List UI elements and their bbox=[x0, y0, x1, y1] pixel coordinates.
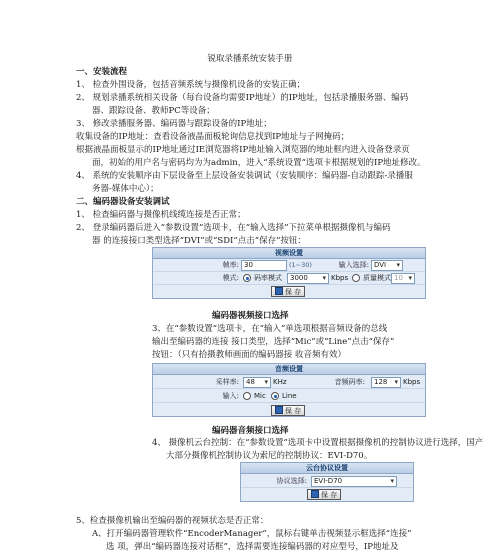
video-row-2 bbox=[153, 272, 425, 285]
quality-radio[interactable] bbox=[352, 272, 360, 284]
input-select-dropdown[interactable]: DVI ▾ bbox=[371, 260, 403, 271]
radio-unselected-icon bbox=[243, 392, 251, 400]
sample-rate-unit: KHz bbox=[273, 378, 287, 386]
ptz-settings-header: 云台协议设置 bbox=[241, 463, 413, 474]
cbr-label: 码率模式 bbox=[254, 274, 282, 282]
ptz-save-button[interactable]: 保 存 bbox=[307, 489, 341, 500]
video-save-button[interactable]: 保 存 bbox=[271, 286, 305, 297]
line-radio[interactable] bbox=[271, 390, 279, 402]
bitrate-input[interactable]: 3000 ▾ bbox=[287, 273, 329, 284]
s2-line-1: 1、 检查编码器与摄像机线缆连接是否正常； bbox=[76, 210, 246, 220]
audio-row-1 bbox=[153, 376, 425, 389]
s1-line-9: 务器-媒体中心）； bbox=[92, 184, 159, 194]
audio-bitrate-dropdown[interactable]: 128 ▾ bbox=[371, 377, 401, 388]
quality-label: 质量模式 bbox=[363, 274, 391, 282]
audio-settings-panel bbox=[152, 363, 426, 417]
input-label: 输入: bbox=[222, 392, 239, 400]
audio-bitrate-label: 音频码率: bbox=[334, 378, 365, 386]
protocol-label: 协议选择: bbox=[276, 477, 307, 485]
line-label: Line bbox=[282, 392, 297, 400]
s1-line-8: 4、 系统的安装顺序由下层设备至上层设备安装调试（安装顺序：编码器-自动跟踪-录播服 bbox=[76, 171, 413, 181]
audio-bitrate-unit: Kbps bbox=[403, 378, 421, 386]
s1-line-4: 3、 修改录播服务器、编码器与跟踪设备的IP地址； bbox=[76, 119, 272, 129]
sample-rate-dropdown[interactable]: 48 ▾ bbox=[243, 377, 271, 388]
radio-unselected-icon bbox=[352, 274, 360, 282]
audio-row-2 bbox=[153, 390, 425, 403]
save-disk-icon bbox=[275, 406, 283, 414]
frame-rate-input[interactable]: 30 bbox=[241, 260, 287, 271]
s5-line-3: 选 项，弹出“编码器连接对话框”，选择需要连接编码器的对应型号，IP地址及 bbox=[106, 542, 399, 552]
cbr-radio[interactable] bbox=[243, 272, 251, 284]
save-disk-icon bbox=[275, 287, 283, 295]
s3-line-1: 3、在“参数设置”选项卡，在“输入”单选项根据音频设备的总线 bbox=[152, 324, 388, 334]
s1-line-6: 根据液晶面板显示的IP地址通过IE浏览器将IP地址输入浏览器的地址框内进入设备登录页 bbox=[76, 145, 410, 155]
s1-line-3: 器、跟踪设备、教师PC等设备； bbox=[92, 106, 215, 116]
s3-line-2: 输出至编码器的连接 接口类型，选择“Mic”或“Line”点击“保存” bbox=[152, 337, 395, 347]
ptz-row-1 bbox=[241, 475, 413, 488]
s1-line-2: 2、 规划录播系统相关设备（每台设备均需要IP地址）的IP地址，包括录播服务器、编码 bbox=[76, 93, 409, 103]
s4-line-1: 4、 摄像机云台控制：在“参数设置”选项卡中设置根据摄像机的控制协议进行选择，国产 bbox=[152, 438, 484, 448]
s3-line-3: 按钮：（只有拾摄教师画面的编码器接 收音频有效） bbox=[152, 350, 346, 360]
section-1-heading: 一、安装流程 bbox=[76, 67, 128, 77]
video-settings-panel bbox=[152, 247, 426, 299]
s2-line-2: 2、 登录编码器后进入“参数设置”选项卡，在“输入选择”下拉菜单根据摄像机与编码 bbox=[76, 223, 391, 233]
video-settings-header: 视频设置 bbox=[153, 248, 425, 259]
audio-save-button[interactable]: 保 存 bbox=[271, 405, 305, 416]
audio-caption: 编码器音频接口选择 bbox=[212, 426, 289, 436]
section-2-heading: 二、编码器设备安装调试 bbox=[76, 197, 170, 207]
s1-line-7: 面，初始的用户名与密码均为为admin，进入“系统设置”选项卡根据规划的IP地址修改。 bbox=[92, 158, 426, 168]
audio-settings-header: 音频设置 bbox=[153, 364, 425, 375]
s5-line-2: A、打开编码器管理软件“EncoderManager”，鼠标右键单击视频显示框选择“连接” bbox=[92, 529, 412, 539]
radio-selected-icon bbox=[243, 274, 251, 282]
radio-selected-icon bbox=[271, 392, 279, 400]
mic-radio[interactable] bbox=[243, 390, 251, 402]
protocol-dropdown[interactable]: EVI-D70 ▾ bbox=[311, 476, 397, 487]
quality-input[interactable]: 10 ▾ bbox=[391, 273, 415, 284]
s5-line-1: 5、检查摄像机输出至编码器的视频状态是否正常： bbox=[76, 516, 269, 526]
s4-line-2: 大部分摄像机控制协议为索尼的控制协议：EVI-D70。 bbox=[166, 451, 373, 461]
frame-rate-hint: (1~30) bbox=[289, 261, 312, 269]
s2-line-3: 器 的连接接口类型选择“DVI”或“SDI”点击“保存”按钮： bbox=[92, 236, 306, 246]
save-disk-icon bbox=[311, 490, 319, 498]
bitrate-unit: Kbps bbox=[331, 274, 349, 282]
s1-line-5: 收集设备的IP地址：查看设备液晶面板轮询信息找到IP地址与子网掩码； bbox=[76, 132, 350, 142]
video-caption: 编码器视频接口选择 bbox=[212, 311, 289, 321]
ptz-settings-panel bbox=[240, 462, 414, 502]
sample-rate-label: 采样率: bbox=[215, 378, 239, 386]
mic-label: Mic bbox=[254, 392, 266, 400]
s1-line-1: 1、 检查外围设备，包括音频系统与摄像机设备的安装正确； bbox=[76, 80, 306, 90]
mode-label: 模式: bbox=[222, 274, 239, 282]
frame-rate-label: 帧率: bbox=[222, 261, 239, 269]
video-row-1 bbox=[153, 259, 425, 272]
document-title: 锐取录播系统安装手册 bbox=[207, 54, 293, 64]
input-select-label: 输入选择: bbox=[338, 261, 369, 269]
